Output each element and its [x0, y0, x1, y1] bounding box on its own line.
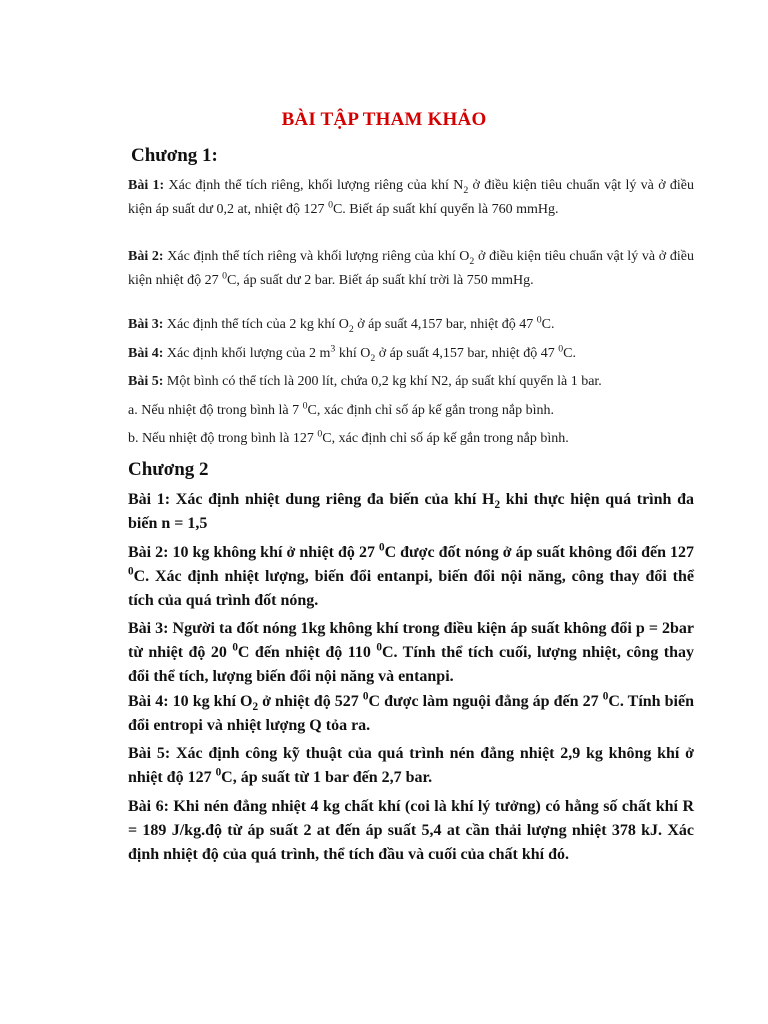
- document-title: BÀI TẬP THAM KHẢO: [281, 109, 487, 130]
- exercise-item: [128, 174, 694, 222]
- exercise-item: [128, 488, 694, 536]
- exercise-label: Bài 6:: [128, 798, 169, 815]
- exercise-label: Bài 1: [128, 491, 165, 508]
- exercise-text: : Xác định nhiệt dung riêng đa biến của khí $H_2$ khi thực hiện quá trình đa biến n = 1,5: [128, 491, 694, 532]
- exercise-item: [128, 541, 694, 613]
- exercise-text: Khi nén đẳng nhiệt 4 kg chất khí (coi là khí lý tưởng) có hằng số chất khí R = 189 J/kg.độ từ áp suất 2 at đến áp suất 5,4 at cần thải lượng nhiệt 378 kJ. Xác định nhiệt độ của quá trình, thể tích đầu và cuối của chất khí đó.: [128, 798, 694, 863]
- exercise-text: a. Nếu nhiệt độ trong bình là 7 $^0$C, xác định chỉ số áp kế gắn trong nắp bình.: [128, 400, 554, 418]
- exercise-item: [128, 690, 694, 738]
- exercise-text: b. Nếu nhiệt độ trong bình là 127 $^0$C, xác định chỉ số áp kế gắn trong nắp bình.: [128, 428, 569, 446]
- exercise-text: Một bình có thể tích là 200 lít, chứa 0,2 kg khí N2, áp suất khí quyển là 1 bar.: [163, 374, 602, 389]
- exercise-label: Bài 2:: [128, 249, 164, 264]
- exercise-text: Xác định thể tích riêng và khối lượng riêng của khí $O_2$ ở điều kiện tiêu chuẩn vật lý và ở điều kiện nhiệt độ 27 $^0$C, áp suất dư 2 bar. Biết áp suất khí trời là 750 mmHg.: [128, 249, 695, 288]
- exercise-label: Bài 3:: [128, 317, 164, 332]
- exercise-text: Xác định công kỹ thuật của quá trình nén đẳng nhiệt 2,9 kg không khí ở nhiệt độ 127 $^0$C, áp suất từ 1 bar đến 2,7 bar.: [128, 745, 694, 786]
- exercise-text: 10 kg không khí ở nhiệt độ 27 $^0$C được đốt nóng ở áp suất không đổi đến 127 $^0$C. Xác định nhiệt lượng, biến đổi entanpi, biến đổi nội năng, công thay đổi thể tích của quá trình đốt nóng.: [128, 541, 695, 609]
- exercise-item: [128, 742, 694, 790]
- exercise-subitem: [128, 427, 694, 451]
- exercise-item: [128, 617, 694, 689]
- exercise-item: [128, 342, 694, 366]
- exercise-item: [128, 370, 694, 394]
- exercise-item: [128, 245, 694, 293]
- exercise-text: Người ta đốt nóng 1kg không khí trong điều kiện áp suất không đổi p = 2bar từ nhiệt độ 20 $^0$C đến nhiệt độ 110 $^0$C. Tính thể tích cuối, lượng nhiệt, công thay đổi thể tích, lượng biến đổi nội năng và entanpi.: [128, 620, 695, 685]
- exercise-label: Bài 5:: [128, 745, 171, 762]
- exercise-label: Bài 3:: [128, 620, 169, 637]
- exercise-text: Xác định khối lượng của 2 $m^3$ khí $O_2$ ở áp suất 4,157 bar, nhiệt độ 47 $^0$C.: [163, 343, 576, 364]
- exercise-text: 10 kg khí $O_2$ ở nhiệt độ 527 $^0$C được làm nguội đẳng áp đến 27 $^0$C. Tính biến đổi entropi và nhiệt lượng Q tỏa ra.: [128, 690, 694, 734]
- exercise-text: Xác định thể tích riêng, khối lượng riêng của khí $N_2$ ở điều kiện tiêu chuẩn vật lý và ở điều kiện áp suất dư 0,2 at, nhiệt độ 127 $^0$C. Biết áp suất khí quyển là 760 mmHg.: [128, 178, 695, 217]
- exercise-label: Bài 5:: [128, 374, 164, 389]
- exercise-label: Bài 4:: [128, 346, 164, 361]
- chapter-1-heading: Chương 1:: [131, 145, 218, 166]
- exercise-label: Bài 1:: [128, 178, 165, 193]
- exercise-label: Bài 2:: [128, 544, 169, 561]
- exercise-label: Bài 4:: [128, 693, 169, 710]
- exercise-subitem: [128, 399, 694, 423]
- exercise-item: [128, 795, 694, 867]
- chapter-2-heading: Chương 2: [128, 459, 209, 480]
- exercise-item: [128, 313, 694, 337]
- exercise-text: Xác định thể tích của 2 kg khí $O_2$ ở áp suất 4,157 bar, nhiệt độ 47 $^0$C.: [163, 314, 555, 335]
